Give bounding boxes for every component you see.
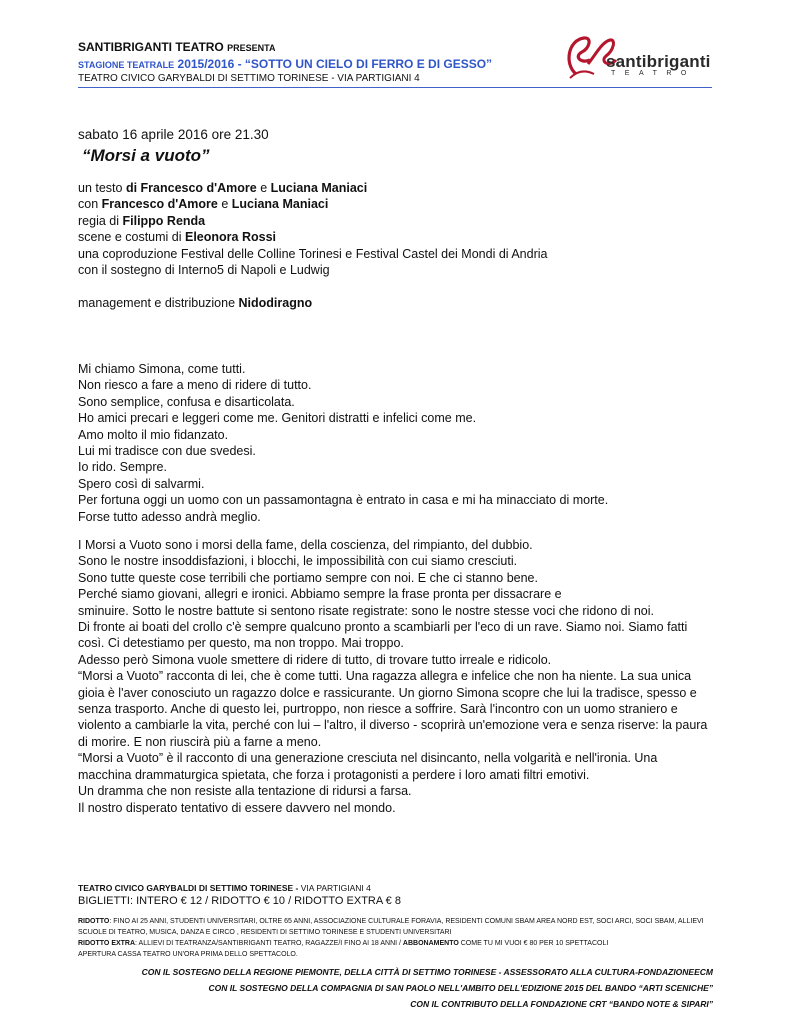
- text-line: Non riesco a fare a meno di ridere di tutto.: [78, 378, 312, 393]
- credit-line: un testo di Francesco d'Amore e Luciana Maniaci: [78, 181, 368, 195]
- text-line: Spero così di salvarmi.: [78, 476, 205, 491]
- footer-venue: TEATRO CIVICO GARYBALDI DI SETTIMO TORINESE - VIA PARTIGIANI 4: [78, 883, 371, 893]
- text-line: Il nostro disperato tentativo di essere davvero nel mondo.: [78, 800, 396, 815]
- header-divider: [78, 87, 712, 88]
- season-label: STAGIONE TEATRALE: [78, 60, 175, 70]
- logo-wordmark: santibriganti: [606, 52, 711, 71]
- credit-line: regia di Filippo Renda: [78, 213, 206, 228]
- footer-sponsor-2: CON IL SOSTEGNO DELLA COMPAGNIA DI SAN PAOLO NELL'AMBITO DELL'EDIZIONE 2015 DEL BANDO “ARTI SCENICHE”: [208, 983, 713, 993]
- text-line: Io rido. Sempre.: [78, 460, 167, 475]
- event-date: sabato 16 aprile 2016 ore 21.30: [78, 127, 269, 142]
- credit-line: con il sostegno di Interno5 di Napoli e Ludwig: [78, 263, 330, 278]
- season-title: 2015/2016 - “SOTTO UN CIELO DI FERRO E DI GESSO”: [177, 57, 493, 71]
- footer-ridotto: RIDOTTO: FINO AI 25 ANNI, STUDENTI UNIVERSITARI, OLTRE 65 ANNI, ASSOCIAZIONE CULTURALE FORAVIA, RESIDENTI COMUNI SBAM AREA NORD EST, SOCI ARCI, SOCI SBAM, ALLIEVI SCUOLE DI TEATRO, MUSICA, DANZA E CIRCO , RESIDENTI DI SETTIMO TORINESE E STUDENTI UNIVERSITARI: [78, 918, 704, 936]
- credit-line: scene e costumi di Eleonora Rossi: [78, 230, 276, 245]
- text-line: “Morsi a Vuoto” è il racconto di una generazione cresciuta nel disincanto, nella volgarità e nell'ironia. Una: [78, 751, 658, 766]
- text-line: sminuire. Sotto le nostre battute si sentono risate registrate: sono le nostre stesse voci che ridono di noi.: [78, 603, 655, 618]
- text-line: gioia è l'aver conosciuto un ragazzo dolce e rassicurante. Un giorno Simona scopre che lui la tradisce, spesso e: [78, 685, 697, 700]
- synopsis-paragraph-2: [78, 537, 718, 816]
- header-line-1: [78, 40, 275, 54]
- text-line: Ho amici precari e leggeri come me. Genitori distratti e infelici come me.: [78, 411, 477, 426]
- text-line: “Morsi a Vuoto” racconta di lei, che è come tutti. Una ragazza allegra e infelice che non ha niente. La sua unica: [78, 669, 692, 684]
- synopsis-paragraph-1: [78, 361, 718, 525]
- management-line: management e distribuzione Nidodiragno: [78, 296, 313, 310]
- text-line: Di fronte ai boati del crollo c'è sempre qualcuno pronto a scambiarli per l'eco di un rave. Siamo noi. Siamo fatti: [78, 620, 688, 635]
- text-line: Adesso però Simona vuole smettere di ridere di tutto, di trovare tutto irreale e ridicolo.: [78, 652, 552, 667]
- text-line: Forse tutto adesso andrà meglio.: [78, 509, 261, 524]
- text-line: Lui mi tradisce con due svedesi.: [78, 444, 256, 459]
- event-title: “Morsi a vuoto”: [82, 146, 210, 165]
- venue-line: TEATRO CIVICO GARYBALDI DI SETTIMO TORINESE - VIA PARTIGIANI 4: [78, 73, 420, 84]
- text-line: senza trasporto. Anche di questo lei, purtroppo, non riesce a soffrire. Sarà l'incontro con un uomo straniero e: [78, 702, 678, 717]
- text-line: Sono tutte queste cose terribili che portiamo sempre con noi. E che ci stanno bene.: [78, 570, 538, 585]
- text-line: Per fortuna oggi un uomo con un passamontagna è entrato in casa e mi ha minacciato di morte.: [78, 493, 609, 508]
- footer-sponsor-3: CON IL CONTRIBUTO DELLA FONDAZIONE CRT “BANDO NOTE & SIPARI”: [410, 999, 713, 1009]
- credit-line: una coproduzione Festival delle Colline Torinesi e Festival Castel dei Mondi di Andria: [78, 246, 548, 261]
- presenter-name: SANTIBRIGANTI TEATRO: [78, 40, 224, 54]
- text-line: Un dramma che non resiste alla tentazione di ridursi a farsa.: [78, 784, 412, 799]
- credits-block: [78, 180, 547, 278]
- header-line-2: [78, 57, 492, 71]
- logo-subtitle: TEATRO: [611, 70, 696, 77]
- footer-ridotto-extra: RIDOTTO EXTRA: ALLIEVI DI TEATRANZA/SANTIBRIGANTI TEATRO, RAGAZZE/I FINO AI 18 ANNI / ABBONAMENTO COME TU MI VUOI € 80 PER 10 SPETTACOLI: [78, 940, 609, 947]
- text-line: violento a cambiarle la vita, perché con lui – l'altro, il diverso - scoprirà un'emozione vera e senza riserve: la paura: [78, 718, 708, 733]
- text-line: Mi chiamo Simona, come tutti.: [78, 362, 246, 376]
- text-line: Perché siamo giovani, allegri e ironici. Abbiamo sempre la frase pronta per dissacrare e: [78, 587, 562, 602]
- text-line: Sono semplice, confusa e disarticolata.: [78, 394, 295, 409]
- text-line: di morire. E non riuscirà più a farne a meno.: [78, 734, 322, 749]
- footer-sponsor-1: CON IL SOSTEGNO DELLA REGIONE PIEMONTE, DELLA CITTÀ DI SETTIMO TORINESE - ASSESSORATO ALLA CULTURA-FONDAZIONEECM: [141, 967, 713, 977]
- footer-tickets: BIGLIETTI: INTERO € 12 / RIDOTTO € 10 / RIDOTTO EXTRA € 8: [78, 895, 401, 907]
- text-line: così. Ci detestiamo per questo, ma non troppo. Mai troppo.: [78, 636, 404, 651]
- text-line: I Morsi a Vuoto sono i morsi della fame, della coscienza, del rimpianto, del dubbio.: [78, 538, 533, 552]
- text-line: Sono le nostre insoddisfazioni, i blocchi, le impossibilità con cui siamo cresciuti.: [78, 554, 518, 569]
- text-line: macchina drammaturgica spietata, che forza i protagonisti a perdere i loro amati filtri emotivi.: [78, 767, 590, 782]
- credit-line: con Francesco d'Amore e Luciana Maniaci: [78, 197, 329, 212]
- footer-cassa: APERTURA CASSA TEATRO UN'ORA PRIMA DELLO SPETTACOLO.: [78, 951, 298, 958]
- presenta-label: PRESENTA: [227, 43, 276, 53]
- text-line: Amo molto il mio fidanzato.: [78, 427, 229, 442]
